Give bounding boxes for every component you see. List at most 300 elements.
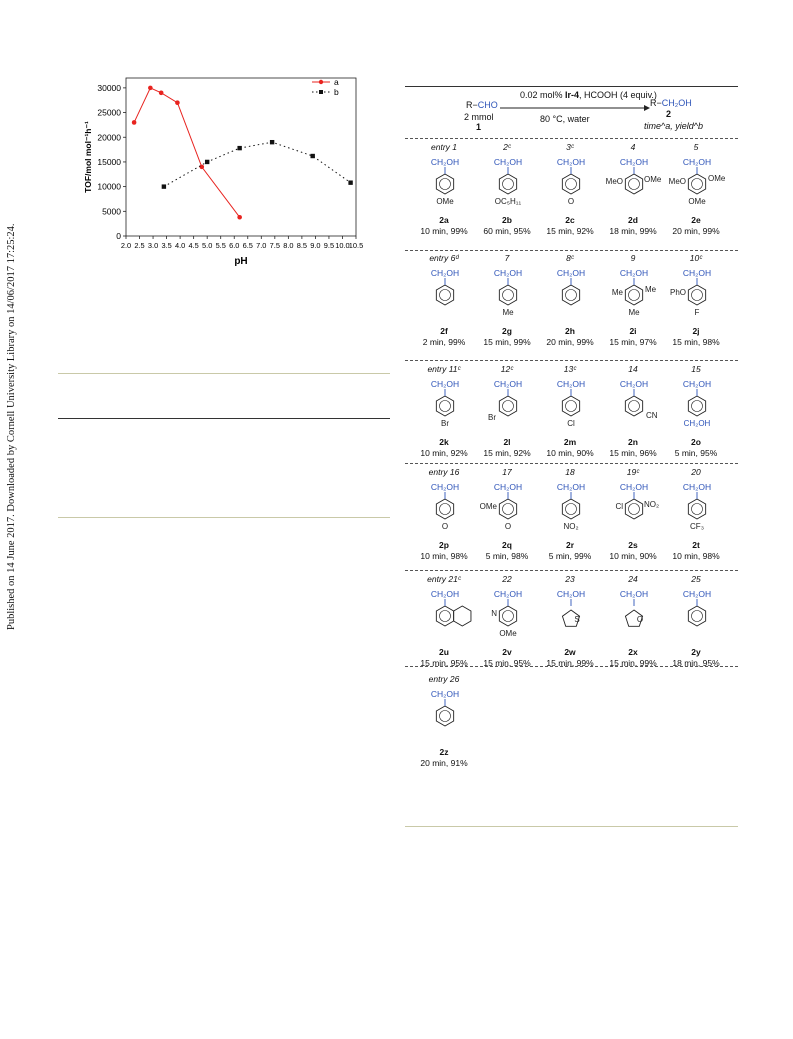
- x-tick-label: 5.5: [215, 241, 226, 250]
- x-tick-label: 8.0: [283, 241, 294, 250]
- time-yield: 60 min, 95%: [483, 226, 531, 236]
- substrate-entry: [539, 142, 601, 244]
- series-line-a: [134, 88, 240, 217]
- aromatic-circle: [503, 179, 514, 190]
- compound-number: 2f: [440, 326, 448, 336]
- substituent-label: CF₃: [690, 522, 704, 531]
- substituent-label: O: [441, 522, 449, 531]
- time-yield: 15 min, 99%: [609, 658, 657, 668]
- compound-number: 2v: [502, 647, 512, 657]
- x-tick-label: 10.5: [348, 241, 364, 250]
- benzene-ring: [688, 606, 705, 626]
- ch2oh-label: CH₂OH: [682, 379, 712, 389]
- benzene-ring: [436, 606, 453, 626]
- entry-label: 9: [630, 253, 636, 263]
- point-b: [311, 154, 315, 158]
- y-tick-label: 5000: [102, 206, 121, 217]
- series-line-b: [164, 142, 351, 186]
- left-divider-1: [58, 373, 390, 374]
- point-a: [199, 165, 204, 170]
- substituent-label: Me: [502, 308, 514, 317]
- substituent-label-2: OMe: [479, 502, 497, 511]
- substituent-label: CN: [646, 411, 658, 420]
- ch2oh-label: CH₂OH: [430, 379, 460, 389]
- entry-label: 24: [628, 574, 638, 584]
- time-yield: 10 min, 98%: [672, 551, 720, 561]
- substituent-label: OMe: [499, 629, 517, 638]
- entry-label: 2ᶜ: [503, 142, 511, 152]
- substituent-label-2: MeO: [668, 177, 686, 186]
- point-a: [148, 86, 153, 91]
- ch2oh-label: CH₂OH: [619, 268, 649, 278]
- structure-drawing: [483, 152, 533, 214]
- substrate-entry: [602, 467, 664, 569]
- benzene-ring: [625, 499, 642, 519]
- benzene-ring: [436, 174, 453, 194]
- ch2oh-label: CH₂OH: [619, 157, 649, 167]
- ch2oh-label: CH₂OH: [619, 482, 649, 492]
- y-tick-label: 25000: [97, 107, 121, 118]
- ch2oh-label: CH₂OH: [682, 589, 712, 599]
- compound-number: 2g: [502, 326, 512, 336]
- structure-drawing: [668, 152, 726, 214]
- point-a: [159, 91, 164, 96]
- substituent-label: OMe: [436, 197, 454, 206]
- benzene-ring: [688, 499, 705, 519]
- substrate-entry: [602, 364, 664, 466]
- substituent-label: CH₂OH: [683, 419, 711, 428]
- substituent-label-2: N: [491, 609, 497, 618]
- time-yield: 5 min, 99%: [548, 551, 592, 561]
- entry-label: 15: [691, 364, 701, 374]
- time-yield: 15 min, 92%: [483, 448, 531, 458]
- ch2oh-label: CH₂OH: [556, 268, 586, 278]
- ch2oh-label: CH₂OH: [556, 589, 586, 599]
- time-yield: 20 min, 99%: [546, 337, 594, 347]
- entry-label: 13ᶜ: [563, 364, 577, 374]
- y-tick-label: 15000: [97, 156, 121, 167]
- ch2oh-label: CH₂OH: [430, 589, 460, 599]
- benzene-ring: [688, 396, 705, 416]
- legend-marker-a: [319, 80, 323, 84]
- structure-drawing: [483, 263, 533, 325]
- benzene-ring: [688, 174, 705, 194]
- aromatic-circle: [566, 401, 577, 412]
- entry-label: 17: [502, 467, 512, 477]
- row-separator: [405, 250, 738, 251]
- entry-label: 7: [504, 253, 510, 263]
- row-separator: [405, 138, 738, 139]
- benzene-ring: [562, 499, 579, 519]
- structure-drawing: [546, 152, 596, 214]
- compound-number: 2r: [565, 540, 575, 550]
- ch2oh-label: CH₂OH: [682, 157, 712, 167]
- aromatic-circle: [440, 611, 451, 622]
- structure-drawing: [483, 374, 533, 436]
- substrate-entry: [413, 142, 475, 244]
- ch2oh-label: CH₂OH: [493, 268, 523, 278]
- x-tick-label: 10.0: [335, 241, 350, 250]
- compound-number: 2y: [691, 647, 701, 657]
- x-tick-label: 9.5: [323, 241, 335, 250]
- ch2oh-label: CH₂OH: [430, 689, 460, 699]
- compound-number: 2n: [628, 437, 638, 447]
- benzene-ring: [499, 174, 516, 194]
- aromatic-circle: [503, 504, 514, 515]
- aromatic-circle: [629, 179, 640, 190]
- aromatic-circle: [629, 401, 640, 412]
- entry-label: entry 1: [431, 142, 457, 152]
- point-b: [205, 160, 209, 164]
- plot-frame: [126, 78, 356, 236]
- entry-label: 22: [502, 574, 512, 584]
- ch2oh-label: CH₂OH: [556, 379, 586, 389]
- aromatic-circle: [503, 290, 514, 301]
- aromatic-circle: [566, 290, 577, 301]
- ch2oh-label: CH₂OH: [619, 379, 649, 389]
- row-separator: [405, 570, 738, 571]
- table-top-rule: [405, 86, 738, 87]
- substrate-entry: [539, 364, 601, 466]
- substituent-label-2: PhO: [669, 288, 686, 297]
- time-yield: 15 min, 98%: [672, 337, 720, 347]
- compound-number: 2p: [439, 540, 449, 550]
- structure-drawing: [479, 477, 533, 539]
- substrate-entry: [413, 253, 475, 355]
- substrate-entry: [665, 142, 727, 244]
- structure-drawing: [420, 152, 470, 214]
- ch2oh-label: CH₂OH: [556, 157, 586, 167]
- reaction-arrow: [500, 104, 650, 112]
- entry-label: 23: [565, 574, 575, 584]
- compound-number: 2h: [565, 326, 575, 336]
- benzene-ring: [625, 174, 642, 194]
- aromatic-circle: [566, 179, 577, 190]
- x-tick-label: 9.0: [310, 241, 321, 250]
- point-a: [237, 215, 242, 220]
- row-separator: [405, 463, 738, 464]
- x-tick-label: 2.0: [120, 241, 132, 250]
- compound-number: 2o: [691, 437, 701, 447]
- point-b: [237, 146, 241, 150]
- compound-number: 2c: [565, 215, 575, 225]
- benzene-ring: [436, 285, 453, 305]
- compound-number: 2k: [439, 437, 449, 447]
- left-divider-3: [58, 517, 390, 518]
- x-tick-label: 3.0: [147, 241, 159, 250]
- aromatic-circle: [440, 401, 451, 412]
- substituent-label-2: MeO: [605, 177, 623, 186]
- substrate-entry: [539, 253, 601, 355]
- substrate-entry: [413, 467, 475, 569]
- structure-drawing: [669, 263, 722, 325]
- time-yield: 5 min, 95%: [674, 448, 718, 458]
- structure-drawing: [420, 374, 470, 436]
- time-yield: 20 min, 99%: [672, 226, 720, 236]
- substituent-label: O: [504, 522, 512, 531]
- structure-drawing: [483, 584, 533, 646]
- time-yield: 5 min, 98%: [485, 551, 529, 561]
- x-tick-label: 6.5: [242, 241, 253, 250]
- entry-label: 20: [691, 467, 701, 477]
- compound-number: 2j: [692, 326, 700, 336]
- compound-number: 2z: [439, 747, 449, 757]
- structure-drawing: [672, 374, 722, 436]
- download-watermark: Published on 14 June 2017. Downloaded by Cornell University Library on 14/06/2017 17:25:24.: [6, 223, 17, 630]
- point-b: [270, 140, 274, 144]
- legend-label-b: b: [334, 87, 339, 97]
- compound-number: 2a: [439, 215, 449, 225]
- time-yield: 15 min, 99%: [483, 337, 531, 347]
- structure-drawing: [672, 584, 722, 646]
- substituent-label: F: [694, 308, 700, 317]
- compound-number: 2q: [502, 540, 512, 550]
- product-note: time^a, yield^b: [644, 121, 703, 131]
- ch2oh-label: CH₂OH: [493, 157, 523, 167]
- legend-marker-b: [319, 90, 323, 94]
- compound-number: 2t: [692, 540, 700, 550]
- substrate-entry: [413, 574, 475, 676]
- entry-label: 25: [691, 574, 701, 584]
- time-yield: 20 min, 91%: [420, 758, 468, 768]
- substituent-label: Br: [441, 419, 449, 428]
- structure-drawing: [546, 263, 596, 325]
- y-tick-label: 30000: [97, 82, 121, 93]
- substrate-entry: [539, 467, 601, 569]
- substrate-entry: [476, 253, 538, 355]
- compound-number: 2e: [691, 215, 701, 225]
- structure-drawing: [609, 263, 659, 325]
- aromatic-circle: [692, 290, 703, 301]
- substituent-label: NO₂: [644, 500, 660, 509]
- entry-label: entry 26: [428, 674, 460, 684]
- entry-label: 3ᶜ: [566, 142, 574, 152]
- substituent-label: OC₅H₁₁: [494, 197, 522, 206]
- table-bottom-rule: [405, 826, 738, 827]
- ch2oh-label: CH₂OH: [493, 379, 523, 389]
- structure-drawing: [420, 263, 470, 325]
- entry-label: 10ᶜ: [689, 253, 703, 263]
- time-yield: 10 min, 92%: [420, 448, 468, 458]
- reactant-amount: 2 mmol: [464, 112, 494, 122]
- substituent-label-2: Me: [611, 288, 623, 297]
- substrate-entry: [602, 142, 664, 244]
- benzene-ring: [499, 606, 516, 626]
- aromatic-circle: [440, 711, 451, 722]
- aromatic-circle: [692, 611, 703, 622]
- aromatic-circle: [440, 290, 451, 301]
- conditions-below-arrow: 80 °C, water: [540, 114, 590, 124]
- ch2oh-label: CH₂OH: [493, 589, 523, 599]
- substituent-label: Cl: [567, 419, 575, 428]
- benzene-ring: [562, 396, 579, 416]
- structure-drawing: [420, 584, 470, 646]
- time-yield: 10 min, 99%: [420, 226, 468, 236]
- time-yield: 15 min, 95%: [420, 658, 468, 668]
- aromatic-circle: [629, 504, 640, 515]
- time-yield: 2 min, 99%: [422, 337, 466, 347]
- substituent-label: Br: [488, 413, 496, 422]
- structure-drawing: [672, 477, 722, 539]
- compound-number: 2i: [629, 326, 637, 336]
- entry-label: entry 21ᶜ: [427, 574, 461, 584]
- y-tick-label: 20000: [97, 132, 121, 143]
- substituent-label: S: [574, 615, 580, 624]
- substituent-label: NO₂: [563, 522, 579, 531]
- benzene-ring: [562, 174, 579, 194]
- time-yield: 15 min, 97%: [609, 337, 657, 347]
- entry-label: 4: [630, 142, 636, 152]
- substituent-label: Me: [628, 308, 640, 317]
- aromatic-circle: [566, 504, 577, 515]
- benzene-ring: [436, 396, 453, 416]
- entry-label: 18: [565, 467, 575, 477]
- product-number: 2: [666, 109, 672, 119]
- benzene-ring: [499, 499, 516, 519]
- point-a: [132, 120, 137, 125]
- benzene-ring: [625, 396, 642, 416]
- structure-drawing: [609, 477, 659, 539]
- benzene-ring: [688, 285, 705, 305]
- structure-drawing: [546, 374, 596, 436]
- substituent-label: O: [567, 197, 575, 206]
- structure-drawing: [605, 152, 662, 214]
- x-tick-label: 6.0: [229, 241, 240, 250]
- substrate-entry: [476, 574, 538, 676]
- left-divider-2: [58, 418, 390, 419]
- ch2oh-label: CH₂OH: [430, 157, 460, 167]
- benzene-ring: [436, 499, 453, 519]
- compound-number: 2b: [502, 215, 512, 225]
- compound-number: 2s: [628, 540, 638, 550]
- benzene-ring: [499, 285, 516, 305]
- reactant-formula: R−CHO: [466, 100, 498, 110]
- substrate-entry: [476, 364, 538, 466]
- compound-number: 2w: [564, 647, 576, 657]
- substrate-entry: [665, 253, 727, 355]
- x-tick-label: 7.5: [269, 241, 280, 250]
- entry-label: 12ᶜ: [500, 364, 514, 374]
- compound-number: 2d: [628, 215, 638, 225]
- x-tick-label: 3.5: [161, 241, 172, 250]
- time-yield: 18 min, 95%: [672, 658, 720, 668]
- time-yield: 15 min, 95%: [483, 658, 531, 668]
- y-tick-label: 10000: [97, 181, 121, 192]
- row-separator: [405, 360, 738, 361]
- benzene-ring: [436, 706, 453, 726]
- substituent-label: O: [636, 615, 644, 624]
- aromatic-circle: [692, 401, 703, 412]
- substituent-label-3: OMe: [708, 174, 726, 183]
- point-b: [162, 184, 166, 188]
- ch2oh-label: CH₂OH: [682, 482, 712, 492]
- x-tick-label: 2.5: [134, 241, 145, 250]
- entry-label: 5: [693, 142, 699, 152]
- row-separator: [405, 666, 738, 667]
- substrate-entry: [413, 674, 475, 776]
- entry-label: 19ᶜ: [626, 467, 640, 477]
- time-yield: 15 min, 96%: [609, 448, 657, 458]
- substrate-entry: [476, 142, 538, 244]
- substrate-entry: [602, 253, 664, 355]
- reaction-scheme: [440, 90, 730, 138]
- substrate-entry: [602, 574, 664, 676]
- product-formula: R−CH₂OH: [650, 98, 692, 108]
- time-yield: 15 min, 99%: [546, 658, 594, 668]
- conditions-above-arrow: 0.02 mol% Ir-4, HCOOH (4 equiv.): [520, 90, 657, 100]
- aromatic-circle: [629, 290, 640, 301]
- substrate-entry: [665, 467, 727, 569]
- y-tick-label: 0: [116, 231, 121, 241]
- entry-label: 8ᶜ: [566, 253, 574, 263]
- tof-vs-ph-chart: [80, 50, 380, 290]
- aromatic-circle: [692, 504, 703, 515]
- structure-drawing: [546, 584, 596, 646]
- time-yield: 10 min, 90%: [609, 551, 657, 561]
- x-tick-label: 4.5: [188, 241, 199, 250]
- compound-number: 2u: [439, 647, 449, 657]
- benzene-ring: [499, 396, 516, 416]
- aromatic-circle: [692, 179, 703, 190]
- substrate-entry: [413, 364, 475, 466]
- structure-drawing: [609, 584, 659, 646]
- entry-label: entry 16: [428, 467, 460, 477]
- ch2oh-label: CH₂OH: [556, 482, 586, 492]
- substituent-label: OMe: [688, 197, 706, 206]
- time-yield: 10 min, 98%: [420, 551, 468, 561]
- compound-number: 2l: [503, 437, 511, 447]
- x-tick-label: 4.0: [174, 241, 186, 250]
- entry-label: entry 6ᵈ: [429, 253, 459, 263]
- structure-drawing: [420, 684, 470, 746]
- substituent-label-2: Cl: [615, 502, 623, 511]
- compound-number: 2x: [628, 647, 638, 657]
- substituent-label: OMe: [644, 175, 662, 184]
- structure-drawing: [420, 477, 470, 539]
- x-axis-label: pH: [234, 256, 248, 267]
- substrate-entry: [539, 574, 601, 676]
- legend-label-a: a: [334, 77, 339, 87]
- x-tick-label: 8.5: [296, 241, 308, 250]
- substrate-entry: [476, 467, 538, 569]
- aromatic-circle: [440, 504, 451, 515]
- entry-label: 14: [628, 364, 638, 374]
- ch2oh-label: CH₂OH: [430, 482, 460, 492]
- aromatic-circle: [503, 611, 514, 622]
- x-tick-label: 7.0: [256, 241, 267, 250]
- compound-number: 2m: [563, 437, 577, 447]
- aromatic-circle: [503, 401, 514, 412]
- ch2oh-label: CH₂OH: [682, 268, 712, 278]
- reactant-number: 1: [476, 122, 482, 132]
- benzene-ring: [625, 285, 642, 305]
- time-yield: 10 min, 90%: [546, 448, 594, 458]
- y-axis-label: TOF/mol mol⁻¹h⁻¹: [83, 121, 93, 193]
- substituent-label-3: Me: [645, 285, 657, 294]
- structure-drawing: [609, 374, 659, 436]
- benzene-ring: [562, 285, 579, 305]
- x-tick-label: 5.0: [202, 241, 213, 250]
- ch2oh-label: CH₂OH: [493, 482, 523, 492]
- structure-drawing: [546, 477, 596, 539]
- time-yield: 18 min, 99%: [609, 226, 657, 236]
- ch2oh-label: CH₂OH: [619, 589, 649, 599]
- substrate-entry: [665, 574, 727, 676]
- aromatic-circle: [440, 179, 451, 190]
- substrate-entry: [665, 364, 727, 466]
- ch2oh-label: CH₂OH: [430, 268, 460, 278]
- point-a: [175, 100, 180, 105]
